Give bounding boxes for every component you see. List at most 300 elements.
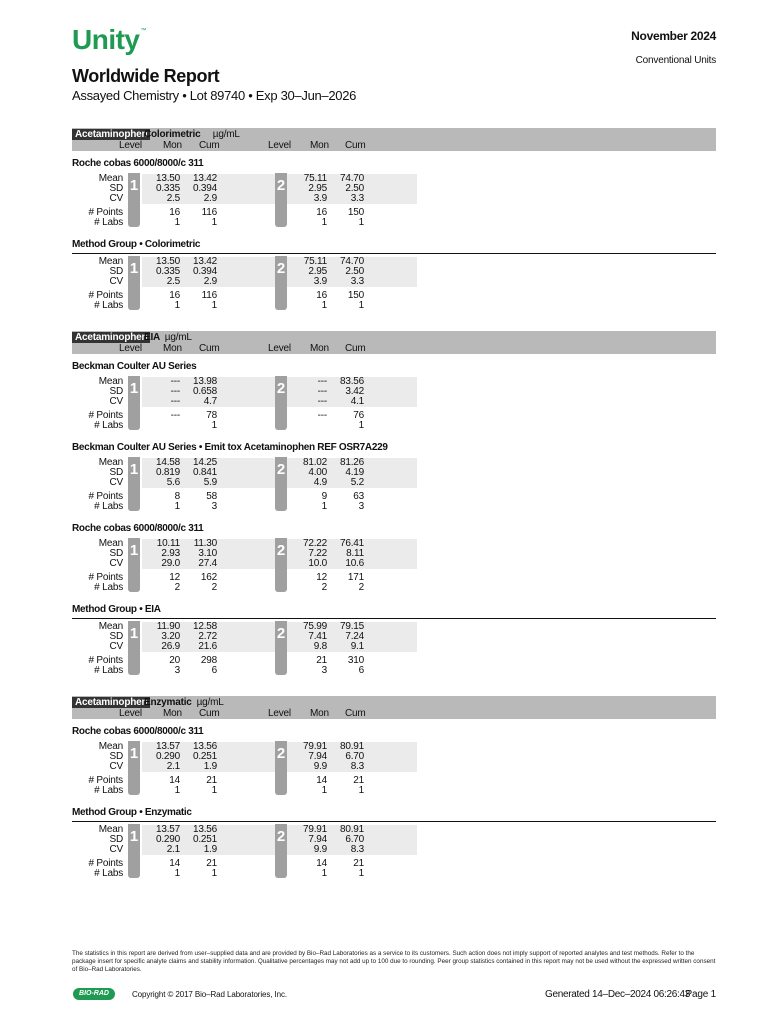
level-2-cum-value: 21	[353, 775, 364, 786]
analyte-name-badge: Acetaminophen	[72, 332, 150, 343]
stats-row	[72, 291, 716, 301]
method-group-title: Method Group • Colorimetric	[72, 238, 716, 254]
level-1-mon-value: 14	[169, 775, 180, 786]
level-1-cum-value: 3	[211, 501, 217, 512]
level-1-cum-value: 0.658	[192, 386, 217, 397]
instrument-group-title: Roche cobas 6000/8000/c 311	[72, 726, 204, 737]
stats-row	[72, 397, 716, 407]
column-header-level-2: Level	[268, 708, 291, 719]
level-2-cum-value: 21	[353, 858, 364, 869]
stats-row-label: SD	[109, 834, 123, 845]
generated-timestamp: Generated 14–Dec–2024 06:26:43	[545, 989, 691, 1000]
level-1-mon-value: ---	[170, 376, 180, 387]
stats-row-label: # Points	[88, 207, 123, 218]
level-1-mon-value: 16	[169, 207, 180, 218]
stats-row	[72, 786, 716, 796]
level-1-cum-value: 1.9	[203, 844, 217, 855]
stats-row-label: CV	[109, 641, 123, 652]
stats-row-label: Mean	[98, 376, 123, 387]
level-2-cum-value: 8.3	[350, 761, 364, 772]
method-name: Colorimetric	[144, 129, 201, 140]
level-1-mon-value: 0.290	[155, 751, 180, 762]
stats-row	[72, 583, 716, 593]
level-1-mon-value: 1	[174, 217, 180, 228]
level-1-mon-value: ---	[170, 410, 180, 421]
level-2-cum-value: 81.26	[339, 457, 364, 468]
stats-row-label: # Points	[88, 572, 123, 583]
level-2-mon-value: 79.91	[302, 824, 327, 835]
analyte-section	[72, 331, 716, 680]
level-2-cum-value: 1	[358, 868, 364, 879]
level-1-cum-value: 11.30	[193, 538, 217, 549]
level-1-mon-value: 11.90	[156, 621, 180, 632]
level-2-cum-value: 3.3	[350, 276, 364, 287]
stats-row-label: # Points	[88, 655, 123, 666]
stats-row	[72, 387, 716, 397]
unit-label: µg/mL	[196, 697, 224, 708]
level-2-cum-value: 79.15	[339, 621, 364, 632]
level-2-cum-value: 3.42	[345, 386, 364, 397]
stats-row	[72, 776, 716, 786]
stats-row-label: SD	[109, 183, 123, 194]
level-1-mon-value: 3	[174, 665, 180, 676]
level-2-mon-value: 75.11	[303, 173, 327, 184]
stats-row	[72, 492, 716, 502]
unit-label: µg/mL	[212, 129, 240, 140]
level-1-mon-value: 1	[174, 868, 180, 879]
stats-row	[72, 869, 716, 879]
stats-row-label: # Points	[88, 775, 123, 786]
level-2-mon-value: 2	[321, 582, 327, 593]
level-1-mon-value: 26.9	[161, 641, 180, 652]
analyte-header-bar	[72, 128, 716, 151]
level-2-mon-value: ---	[317, 386, 327, 397]
level-2-cum-value: 76	[353, 410, 364, 421]
level-1-mon-value: 2.1	[166, 761, 180, 772]
level-1-cum-value: 21.6	[198, 641, 217, 652]
stats-row-label: CV	[109, 558, 123, 569]
level-1-mon-value: 1	[174, 501, 180, 512]
stats-row-label: Mean	[98, 256, 123, 267]
stats-block	[72, 742, 716, 800]
level-2-cum-value: 3	[358, 501, 364, 512]
analyte-section	[72, 696, 716, 883]
level-2-mon-value: 1	[321, 868, 327, 879]
level-2-cum-value: 3.3	[350, 193, 364, 204]
analyte-name-badge: Acetaminophen	[72, 129, 150, 140]
column-header-mon-2: Mon	[310, 343, 329, 354]
units-label: Conventional Units	[635, 55, 716, 66]
level-2-mon-value: 7.94	[308, 834, 327, 845]
stats-row	[72, 301, 716, 311]
level-2-cum-value: 4.19	[345, 467, 364, 478]
analyte-name-badge: Acetaminophen	[72, 697, 150, 708]
report-content	[72, 128, 716, 883]
stats-block	[72, 539, 716, 597]
level-2-cum-value: 8.11	[346, 548, 364, 559]
level-2-mon-value: 1	[321, 217, 327, 228]
level-1-cum-value: 1.9	[203, 761, 217, 772]
unit-label: µg/mL	[164, 332, 192, 343]
level-1-mon-value: 2.93	[161, 548, 180, 559]
stats-row-label: SD	[109, 266, 123, 277]
level-2-cum-value: 9.1	[350, 641, 364, 652]
level-2-cum-value: 1	[358, 420, 364, 431]
level-1-mon-value: 14.58	[155, 457, 180, 468]
level-1-cum-value: 13.56	[192, 824, 217, 835]
stats-block	[72, 257, 716, 315]
report-subtitle: Assayed Chemistry • Lot 89740 • Exp 30–Jun–2026	[72, 88, 357, 103]
stats-row	[72, 642, 716, 652]
level-1-tab: 1	[128, 376, 140, 430]
level-2-mon-value: 2.95	[308, 183, 327, 194]
stats-row-label: SD	[109, 548, 123, 559]
level-2-mon-value: 79.91	[302, 741, 327, 752]
level-2-cum-value: 74.70	[339, 256, 364, 267]
level-1-tab: 1	[128, 457, 140, 511]
column-header-cum: Cum	[199, 140, 220, 151]
stats-row-label: Mean	[98, 173, 123, 184]
stats-row-label: # Labs	[94, 420, 123, 431]
stats-row-label: Mean	[98, 741, 123, 752]
level-1-mon-value: 2	[174, 582, 180, 593]
level-1-cum-value: 12.58	[192, 621, 217, 632]
level-1-cum-value: 116	[201, 207, 217, 218]
stats-row-label: CV	[109, 396, 123, 407]
level-1-cum-value: 13.42	[192, 256, 217, 267]
level-2-cum-value: 5.2	[350, 477, 364, 488]
level-2-cum-value: 80.91	[339, 824, 364, 835]
level-1-cum-value: 2.9	[203, 276, 217, 287]
level-2-cum-value: 6	[358, 665, 364, 676]
stats-row	[72, 666, 716, 676]
stats-row	[72, 218, 716, 228]
stats-row-label: SD	[109, 751, 123, 762]
level-1-cum-value: 0.394	[192, 183, 217, 194]
level-1-cum-value: 5.9	[203, 477, 217, 488]
level-1-mon-value: 2.1	[166, 844, 180, 855]
stats-row-label: # Labs	[94, 582, 123, 593]
level-1-mon-value: 5.6	[166, 477, 180, 488]
column-header-mon: Mon	[163, 343, 182, 354]
column-header-mon-2: Mon	[310, 708, 329, 719]
stats-block	[72, 377, 716, 435]
level-1-mon-value: 1	[174, 300, 180, 311]
level-1-cum-value: 1	[211, 785, 217, 796]
level-1-cum-value: 0.251	[192, 751, 217, 762]
level-2-tab: 2	[275, 538, 287, 592]
level-2-tab: 2	[275, 824, 287, 878]
stats-row-label: # Labs	[94, 868, 123, 879]
level-1-cum-value: 58	[206, 491, 217, 502]
level-2-cum-value: 7.24	[345, 631, 364, 642]
stats-row-label: SD	[109, 631, 123, 642]
level-1-cum-value: 6	[211, 665, 217, 676]
stats-row-label: # Labs	[94, 665, 123, 676]
level-1-tab: 1	[128, 256, 140, 310]
level-2-tab: 2	[275, 173, 287, 227]
report-title: Worldwide Report	[72, 66, 220, 86]
level-2-tab: 2	[275, 457, 287, 511]
column-header-mon: Mon	[163, 140, 182, 151]
level-2-mon-value: 75.99	[302, 621, 327, 632]
level-2-mon-value: 81.02	[302, 457, 327, 468]
stats-row-label: CV	[109, 276, 123, 287]
stats-row	[72, 421, 716, 431]
level-1-cum-value: 0.251	[192, 834, 217, 845]
level-1-cum-value: 298	[200, 655, 217, 666]
level-2-mon-value: 10.0	[308, 558, 327, 569]
level-1-mon-value: 13.50	[155, 173, 180, 184]
stats-row	[72, 377, 716, 387]
stats-row-label: CV	[109, 193, 123, 204]
level-2-mon-value: 9.9	[313, 761, 327, 772]
method-group-title: Method Group • Enzymatic	[72, 806, 716, 822]
level-2-cum-value: 310	[347, 655, 364, 666]
level-2-cum-value: 4.1	[350, 396, 364, 407]
method-name: Enzymatic	[144, 697, 192, 708]
stats-row	[72, 559, 716, 569]
analyte-section	[72, 128, 716, 315]
instrument-group-title: Beckman Coulter AU Series	[72, 361, 197, 372]
level-2-mon-value: 72.22	[302, 538, 327, 549]
level-2-cum-value: 1	[358, 300, 364, 311]
level-1-cum-value: 2.9	[203, 193, 217, 204]
level-2-tab: 2	[275, 256, 287, 310]
stats-row-label: CV	[109, 844, 123, 855]
level-2-mon-value: 3.9	[313, 193, 327, 204]
level-2-mon-value: ---	[317, 410, 327, 421]
level-1-cum-value: 13.56	[192, 741, 217, 752]
level-1-tab: 1	[128, 538, 140, 592]
level-1-mon-value: 13.50	[155, 256, 180, 267]
stats-row	[72, 194, 716, 204]
level-2-cum-value: 80.91	[339, 741, 364, 752]
stats-block	[72, 825, 716, 883]
level-2-cum-value: 6.70	[345, 834, 364, 845]
level-1-mon-value: 0.819	[155, 467, 180, 478]
level-2-mon-value: 1	[321, 300, 327, 311]
column-header-level: Level	[119, 140, 142, 151]
level-2-tab: 2	[275, 621, 287, 675]
level-2-cum-value: 1	[358, 785, 364, 796]
level-1-mon-value: ---	[170, 396, 180, 407]
level-1-tab: 1	[128, 824, 140, 878]
method-group-title: Method Group • EIA	[72, 603, 716, 619]
level-1-cum-value: 0.841	[192, 467, 217, 478]
level-1-cum-value: 21	[206, 858, 217, 869]
analyte-header-bar	[72, 696, 716, 719]
level-2-cum-value: 6.70	[345, 751, 364, 762]
level-2-mon-value: 9.8	[313, 641, 327, 652]
level-2-cum-value: 83.56	[339, 376, 364, 387]
stats-row-label: # Labs	[94, 300, 123, 311]
level-2-mon-value: 9	[321, 491, 327, 502]
level-2-mon-value: 4.00	[308, 467, 327, 478]
level-1-mon-value: 0.335	[155, 266, 180, 277]
column-header-mon-2: Mon	[310, 140, 329, 151]
level-2-cum-value: 1	[358, 217, 364, 228]
level-1-cum-value: 21	[206, 775, 217, 786]
copyright-text: Copyright © 2017 Bio–Rad Laboratories, Inc.	[132, 990, 288, 999]
level-1-mon-value: 1	[174, 785, 180, 796]
stats-row	[72, 277, 716, 287]
stats-row-label: Mean	[98, 621, 123, 632]
level-1-mon-value: 2.5	[166, 276, 180, 287]
column-header-cum-2: Cum	[345, 708, 366, 719]
stats-row	[72, 502, 716, 512]
level-1-cum-value: 13.42	[192, 173, 217, 184]
level-2-mon-value: 14	[316, 775, 327, 786]
stats-row	[72, 859, 716, 869]
level-2-mon-value: 3.9	[313, 276, 327, 287]
level-2-cum-value: 76.41	[339, 538, 364, 549]
page-number: Page 1	[685, 989, 716, 1000]
level-1-cum-value: 1	[211, 300, 217, 311]
stats-row	[72, 762, 716, 772]
level-2-cum-value: 150	[347, 207, 364, 218]
level-1-cum-value: 2	[211, 582, 217, 593]
stats-row-label: # Points	[88, 491, 123, 502]
level-1-cum-value: 27.4	[198, 558, 217, 569]
level-2-cum-value: 2.50	[345, 183, 364, 194]
level-1-mon-value: 16	[169, 290, 180, 301]
stats-row	[72, 411, 716, 421]
level-2-mon-value: 4.9	[313, 477, 327, 488]
level-1-tab: 1	[128, 173, 140, 227]
level-2-mon-value: 2.95	[308, 266, 327, 277]
level-1-mon-value: 2.5	[166, 193, 180, 204]
analyte-header-bar	[72, 331, 716, 354]
level-2-cum-value: 10.6	[345, 558, 364, 569]
stats-row	[72, 656, 716, 666]
level-2-mon-value: 16	[316, 207, 327, 218]
level-2-mon-value: ---	[317, 376, 327, 387]
column-header-cum-2: Cum	[345, 140, 366, 151]
stats-row	[72, 845, 716, 855]
level-1-tab: 1	[128, 621, 140, 675]
column-header-level-2: Level	[268, 343, 291, 354]
stats-row-label: CV	[109, 477, 123, 488]
level-2-mon-value: 1	[321, 785, 327, 796]
level-2-mon-value: 7.94	[308, 751, 327, 762]
stats-row	[72, 478, 716, 488]
column-header-level-2: Level	[268, 140, 291, 151]
stats-row-label: SD	[109, 467, 123, 478]
level-1-mon-value: 14	[169, 858, 180, 869]
level-1-cum-value: 0.394	[192, 266, 217, 277]
stats-row-label: # Labs	[94, 501, 123, 512]
stats-row-label: # Points	[88, 410, 123, 421]
level-1-mon-value: 13.57	[155, 824, 180, 835]
level-1-mon-value: ---	[170, 386, 180, 397]
level-1-cum-value: 3.10	[198, 548, 217, 559]
level-2-cum-value: 2.50	[345, 266, 364, 277]
level-2-cum-value: 2	[358, 582, 364, 593]
stats-row-label: SD	[109, 386, 123, 397]
instrument-group-title: Beckman Coulter AU Series • Emit tox Acetaminophen REF OSR7A229	[72, 442, 388, 453]
level-1-cum-value: 1	[211, 420, 217, 431]
column-header-cum: Cum	[199, 708, 220, 719]
level-1-cum-value: 78	[206, 410, 217, 421]
level-2-tab: 2	[275, 376, 287, 430]
stats-row-label: # Points	[88, 858, 123, 869]
stats-row-label: CV	[109, 761, 123, 772]
level-2-cum-value: 8.3	[350, 844, 364, 855]
stats-row-label: # Points	[88, 290, 123, 301]
stats-row-label: Mean	[98, 824, 123, 835]
stats-block	[72, 458, 716, 516]
level-1-mon-value: 29.0	[161, 558, 180, 569]
column-header-cum-2: Cum	[345, 343, 366, 354]
stats-row-label: Mean	[98, 457, 123, 468]
level-2-mon-value: 9.9	[313, 844, 327, 855]
level-1-mon-value: 13.57	[155, 741, 180, 752]
level-1-cum-value: 4.7	[203, 396, 217, 407]
level-2-mon-value: 21	[316, 655, 327, 666]
stats-block	[72, 174, 716, 232]
level-2-mon-value: 12	[316, 572, 327, 583]
stats-row-label: Mean	[98, 538, 123, 549]
level-1-cum-value: 1	[211, 868, 217, 879]
level-2-cum-value: 63	[353, 491, 364, 502]
level-1-mon-value: 3.20	[161, 631, 180, 642]
level-2-mon-value: 7.41	[308, 631, 327, 642]
level-1-mon-value: 12	[169, 572, 180, 583]
level-1-cum-value: 14.25	[192, 457, 217, 468]
level-1-mon-value: 8	[174, 491, 180, 502]
level-2-mon-value: 14	[316, 858, 327, 869]
stats-row-label: # Labs	[94, 217, 123, 228]
level-2-cum-value: 74.70	[339, 173, 364, 184]
level-1-cum-value: 2.72	[198, 631, 217, 642]
stats-row	[72, 573, 716, 583]
method-name: EIA	[144, 332, 161, 343]
level-2-mon-value: 16	[316, 290, 327, 301]
unity-logo: Unity™	[72, 24, 146, 55]
level-1-tab: 1	[128, 741, 140, 795]
level-1-cum-value: 13.98	[192, 376, 217, 387]
level-2-mon-value: 3	[321, 665, 327, 676]
level-2-cum-value: 150	[347, 290, 364, 301]
column-header-level: Level	[119, 708, 142, 719]
disclaimer-text: The statistics in this report are derived from user–supplied data and are provided by Bio–Rad Laboratories as a service to its customers. Such action does not imply support of reported analytes and test methods. Refer to the package insert for specific analyte claims and stability information. Qualitative percentages may not add up to 100 due to rounding. Peer group statistics contained in this report may not be used without the expressed written consent of Bio–Rad Laboratories.	[72, 950, 716, 973]
instrument-group-title: Roche cobas 6000/8000/c 311	[72, 523, 204, 534]
column-header-level: Level	[119, 343, 142, 354]
report-date: November 2024	[631, 29, 716, 43]
level-2-mon-value: 1	[321, 501, 327, 512]
stats-row-label: # Labs	[94, 785, 123, 796]
level-2-cum-value: 171	[347, 572, 364, 583]
level-1-cum-value: 116	[201, 290, 217, 301]
level-1-mon-value: 10.11	[156, 538, 180, 549]
level-2-mon-value: 75.11	[303, 256, 327, 267]
level-2-tab: 2	[275, 741, 287, 795]
column-header-cum: Cum	[199, 343, 220, 354]
level-1-mon-value: 0.335	[155, 183, 180, 194]
level-1-mon-value: 20	[169, 655, 180, 666]
column-header-mon: Mon	[163, 708, 182, 719]
instrument-group-title: Roche cobas 6000/8000/c 311	[72, 158, 204, 169]
biorad-logo: BIO-RAD	[73, 988, 115, 1000]
level-1-cum-value: 162	[200, 572, 217, 583]
stats-block	[72, 622, 716, 680]
stats-row	[72, 208, 716, 218]
level-2-mon-value: ---	[317, 396, 327, 407]
level-1-mon-value: 0.290	[155, 834, 180, 845]
level-2-mon-value: 7.22	[308, 548, 327, 559]
level-1-cum-value: 1	[211, 217, 217, 228]
